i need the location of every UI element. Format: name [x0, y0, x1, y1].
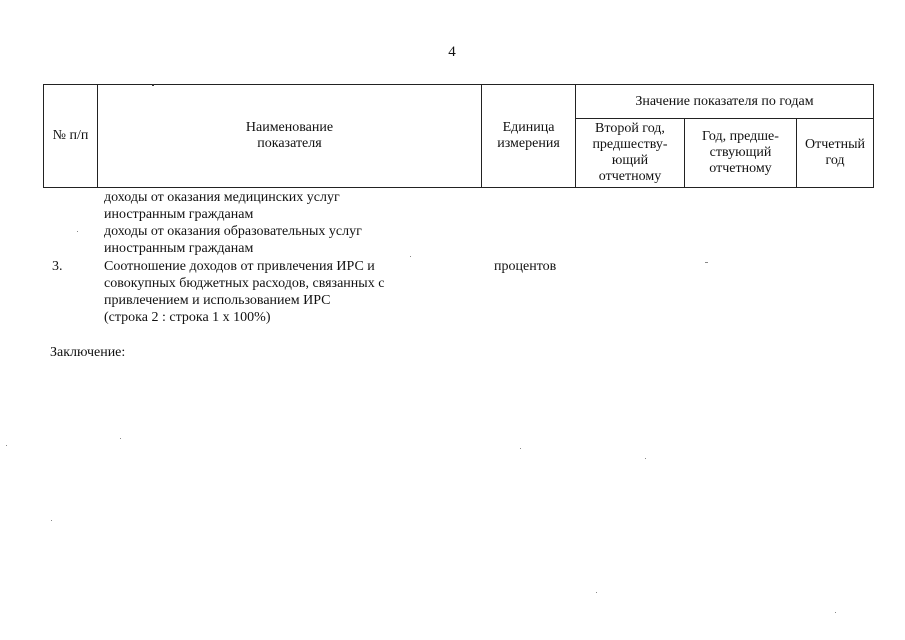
- conclusion-label: Заключение:: [50, 345, 126, 360]
- header-year-previous-label: Год, предше- ствующий отчетному: [702, 129, 779, 176]
- header-cell-year-before-previous: [575, 118, 685, 188]
- header-cell-reporting-year: [796, 118, 874, 188]
- header-cell-unit: [481, 84, 576, 188]
- scan-speck: [77, 231, 78, 232]
- scan-speck: [520, 448, 521, 449]
- header-cell-number: [43, 84, 98, 188]
- row-name-line: Соотношение доходов от привлечения ИРС и: [104, 259, 375, 274]
- scan-speck: [51, 520, 52, 521]
- header-name-label: Наименование показателя: [245, 120, 334, 151]
- header-cell-values-group: [575, 84, 874, 119]
- row-number: 3.: [52, 259, 63, 274]
- scan-speck: [645, 458, 646, 459]
- header-number-label: № п/п: [52, 128, 89, 143]
- row-name-line: доходы от оказания медицинских услуг: [104, 190, 340, 205]
- scan-speck: [835, 612, 836, 613]
- scan-speck: [120, 438, 121, 439]
- scan-speck: [410, 256, 411, 257]
- header-cell-name: [97, 84, 482, 188]
- row-name-line: привлечением и использованием ИРС: [104, 293, 331, 308]
- scan-speck: [152, 84, 154, 86]
- header-cell-year-previous: [684, 118, 797, 188]
- scan-speck: [6, 445, 7, 446]
- header-year-before-previous-label: Второй год, предшеству- ющий отчетному: [592, 121, 668, 184]
- header-unit-label: Единица измерения: [497, 120, 560, 151]
- row-name-line: иностранным гражданам: [104, 241, 254, 256]
- row-name-line: доходы от оказания образовательных услуг: [104, 224, 362, 239]
- scan-speck: [596, 592, 597, 593]
- row-name-line: совокупных бюджетных расходов, связанных с: [104, 276, 385, 291]
- header-values-group-label: Значение показателя по годам: [635, 93, 814, 109]
- row-unit: процентов: [494, 259, 557, 274]
- row-name-line: иностранным гражданам: [104, 207, 254, 222]
- row-name-line: (строка 2 : строка 1 х 100%): [104, 310, 271, 325]
- page-number: 4: [448, 44, 456, 60]
- scan-speck: [705, 262, 708, 263]
- header-reporting-year-label: Отчетный год: [805, 137, 865, 168]
